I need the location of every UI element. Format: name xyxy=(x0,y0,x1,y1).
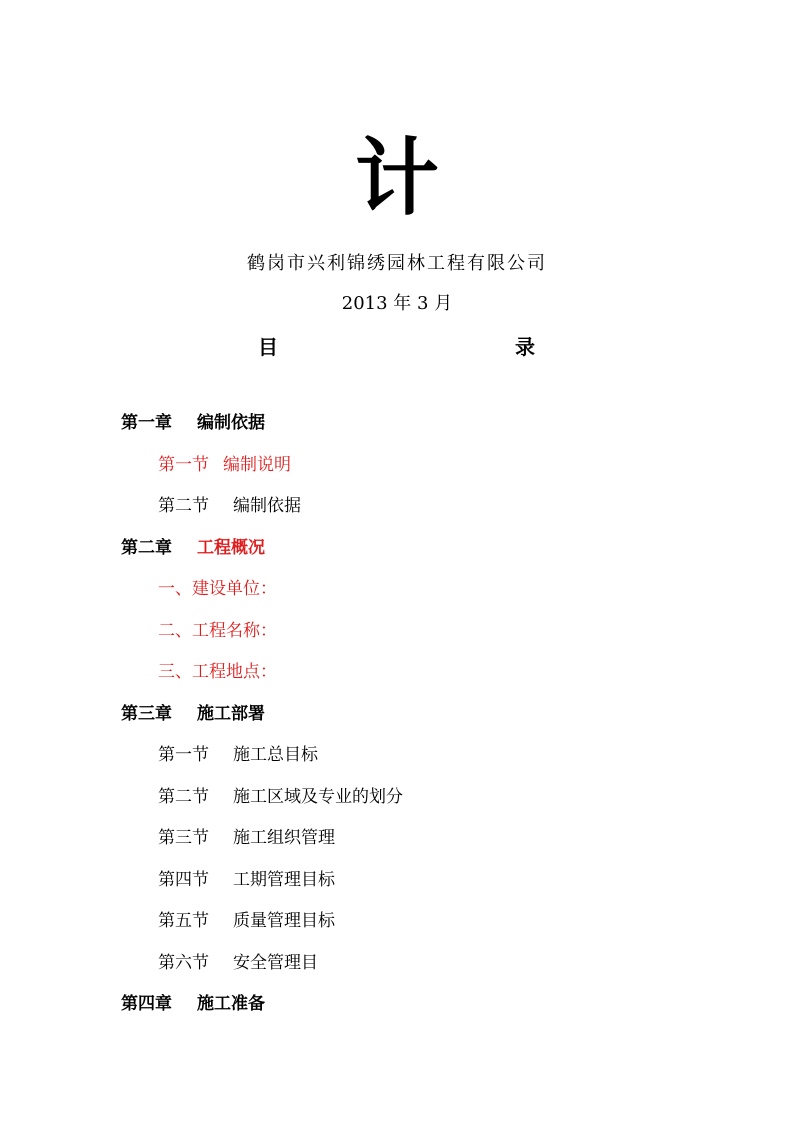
toc-heading-left: 目 xyxy=(258,335,278,359)
cover-title-char: 计 xyxy=(354,129,439,227)
toc-entry-number: 第五节 xyxy=(158,911,209,931)
toc-entry-number: 第二节 xyxy=(158,786,209,807)
toc-entry-number: 第三节 xyxy=(158,828,209,848)
document-date: 2013 年 3 月 xyxy=(341,293,453,314)
toc-heading-right: 录 xyxy=(515,335,535,359)
toc-entry-number: 第一节 xyxy=(158,745,209,765)
toc-section-entry[interactable] xyxy=(158,742,318,768)
toc-entry-number: 第二章 xyxy=(121,537,172,558)
toc-entry-title: 三、工程地点： xyxy=(158,662,277,682)
toc-entry-title: 施工组织管理 xyxy=(233,828,335,848)
toc-entry-number: 第四章 xyxy=(121,994,172,1014)
toc-chapter-entry[interactable] xyxy=(121,535,265,561)
toc-entry-title: 编制依据 xyxy=(233,496,301,516)
toc-entry-number: 第一章 xyxy=(121,413,172,433)
toc-entry-number: 第一节 xyxy=(158,454,209,475)
toc-entry-number: 第二节 xyxy=(158,496,209,516)
toc-entry-title: 安全管理目 xyxy=(233,952,318,973)
toc-entry-title: 施工总目标 xyxy=(233,745,318,765)
toc-section-entry[interactable] xyxy=(158,784,403,810)
toc-entry-title: 工程概况 xyxy=(197,537,265,558)
toc-entry-title: 工期管理目标 xyxy=(233,869,335,890)
toc-entry-number: 第四节 xyxy=(158,869,209,890)
toc-entry-number: 第六节 xyxy=(158,952,209,973)
toc-entry-title: 施工部署 xyxy=(197,703,265,724)
toc-chapter-entry[interactable] xyxy=(121,991,265,1017)
toc-section-entry[interactable] xyxy=(158,618,277,644)
toc-entry-title: 编制说明 xyxy=(223,454,291,475)
toc-entry-title: 施工准备 xyxy=(197,994,265,1014)
toc-entry-title: 一、建设单位： xyxy=(158,579,277,599)
toc-section-entry[interactable] xyxy=(158,825,335,851)
toc-chapter-entry[interactable] xyxy=(121,701,265,727)
toc-section-entry[interactable] xyxy=(158,493,301,519)
company-name: 鹤岗市兴利锦绣园林工程有限公司 xyxy=(247,253,547,274)
toc-entry-title: 施工区域及专业的划分 xyxy=(233,786,403,807)
toc-entry-number: 第三章 xyxy=(121,703,172,724)
toc-section-entry[interactable] xyxy=(158,867,335,893)
toc-section-entry[interactable] xyxy=(158,576,277,602)
toc-entry-title: 质量管理目标 xyxy=(233,911,335,931)
toc-section-entry[interactable] xyxy=(158,908,335,934)
toc-chapter-entry[interactable] xyxy=(121,410,265,436)
toc-section-entry[interactable] xyxy=(158,659,277,685)
toc-entry-title: 编制依据 xyxy=(197,413,265,433)
toc-entry-title: 二、工程名称： xyxy=(158,620,277,641)
toc-section-entry[interactable] xyxy=(158,452,291,478)
toc-section-entry[interactable] xyxy=(158,950,318,976)
